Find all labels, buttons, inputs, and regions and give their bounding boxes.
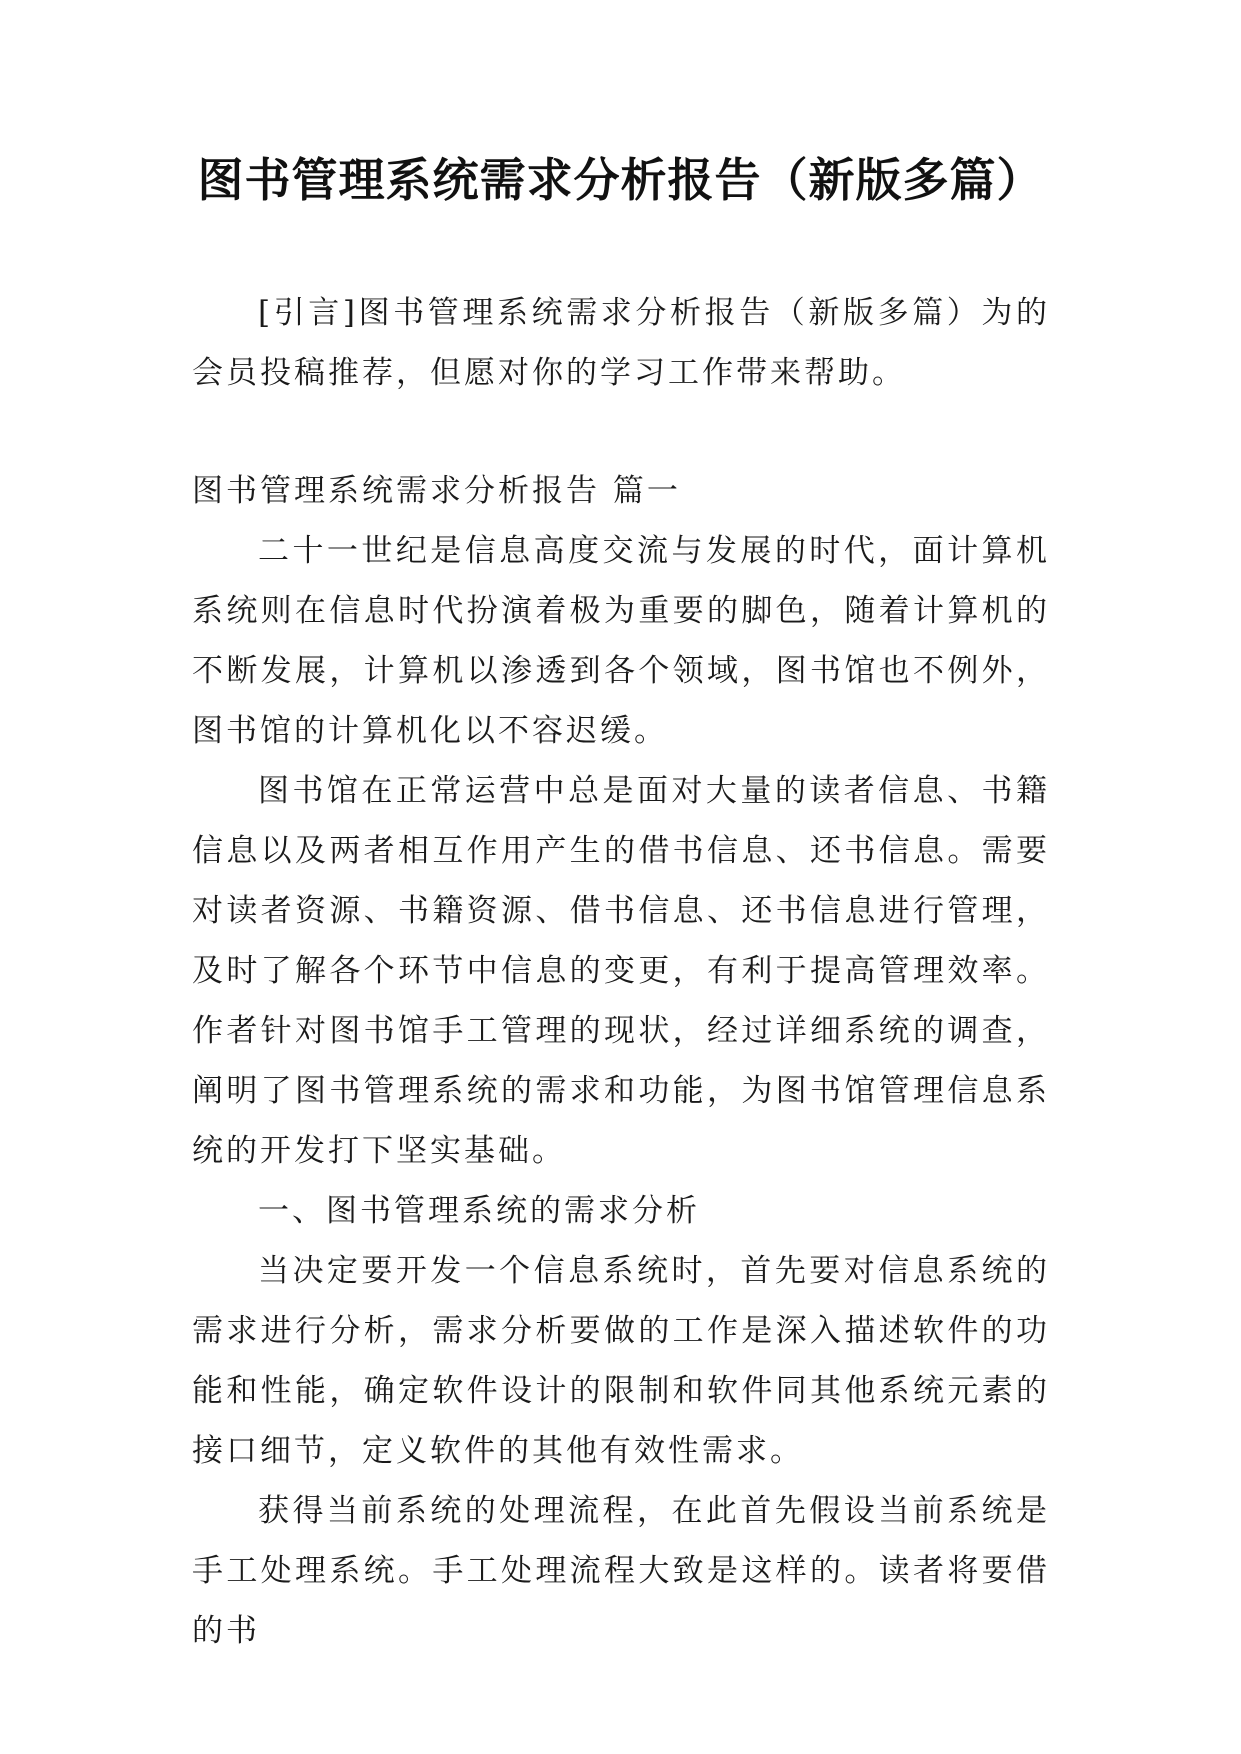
- body-paragraph: 获得当前系统的处理流程，在此首先假设当前系统是手工处理系统。手工处理流程大致是这样的。读者将要借的书: [192, 1493, 1050, 1649]
- subsection-heading: 一、图书管理系统的需求分析: [258, 1193, 700, 1229]
- body-paragraph: 图书馆在正常运营中总是面对大量的读者信息、书籍信息以及两者相互作用产生的借书信息、还书信息。需要对读者资源、书籍资源、借书信息、还书信息进行管理，及时了解各个环节中信息的变更，有利于提高管理效率。作者针对图书馆手工管理的现状，经过详细系统的调查，阐明了图书管理系统的需求和功能，为图书馆管理信息系统的开发打下坚实基础。: [192, 773, 1050, 1169]
- intro-paragraph: [引言]图书管理系统需求分析报告（新版多篇）为的会员投稿推荐，但愿对你的学习工作带来帮助。: [192, 295, 1050, 391]
- body-paragraph: 当决定要开发一个信息系统时，首先要对信息系统的需求进行分析，需求分析要做的工作是深入描述软件的功能和性能，确定软件设计的限制和软件同其他系统元素的接口细节，定义软件的其他有效性需求。: [192, 1253, 1050, 1469]
- body-paragraph: 二十一世纪是信息高度交流与发展的时代，面计算机系统则在信息时代扮演着极为重要的脚色，随着计算机的不断发展，计算机以渗透到各个领域，图书馆也不例外，图书馆的计算机化以不容迟缓。: [192, 533, 1050, 749]
- document-body: [192, 283, 1050, 1661]
- document-title: 图书管理系统需求分析报告（新版多篇）: [197, 153, 1044, 207]
- section-heading: 图书管理系统需求分析报告 篇一: [192, 473, 681, 509]
